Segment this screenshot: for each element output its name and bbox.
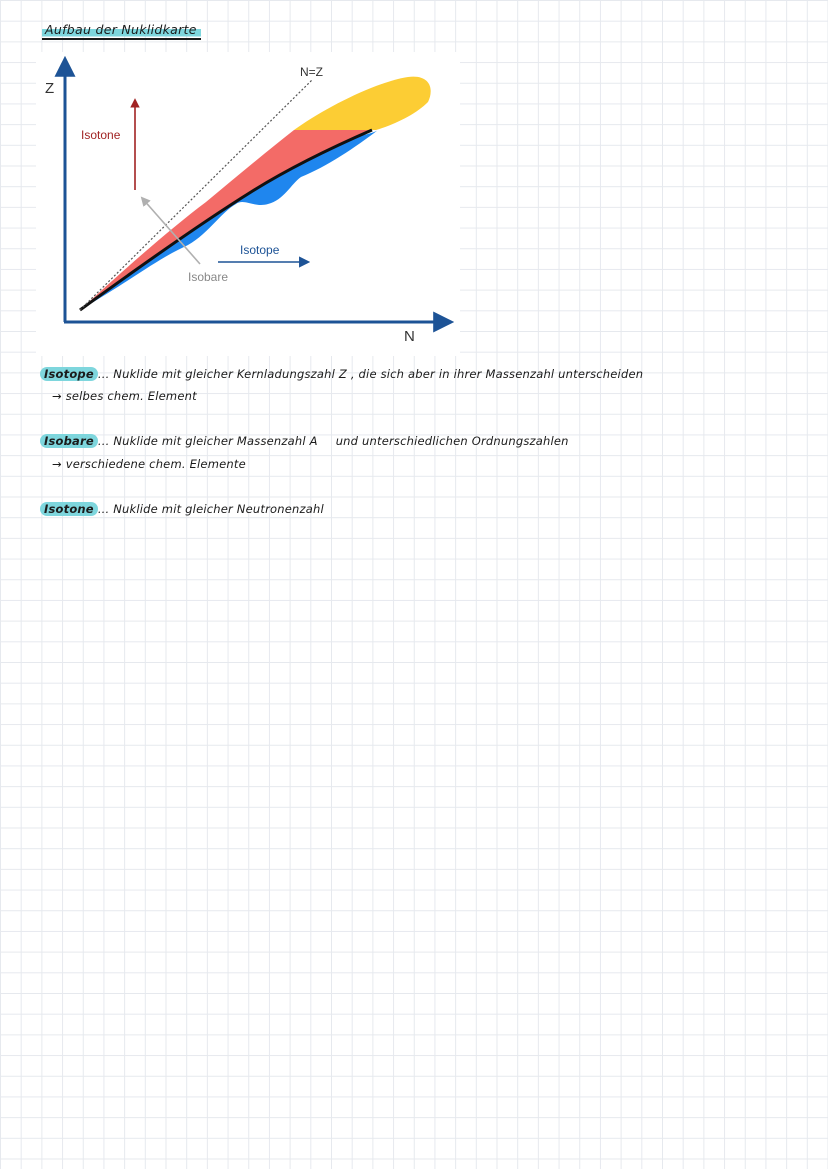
- n-equals-z-label: N=Z: [300, 65, 324, 79]
- z-axis-label: Z: [45, 80, 55, 97]
- isotone-term-highlight: Isotone: [40, 502, 98, 516]
- isobare-label: Isobare: [188, 270, 229, 284]
- isotone-definition: [40, 502, 324, 516]
- page-title: Aufbau der Nuklidkarte: [42, 22, 201, 40]
- blue-region: [80, 130, 378, 310]
- nuclide-chart-diagram: [36, 52, 460, 356]
- isotone-definition-text: ... Nuklide mit gleicher Neutronenzahl: [97, 502, 324, 516]
- isobare-definition-continued: und unterschiedlichen Ordnungszahlen: [335, 434, 569, 448]
- n-axis-label: N: [404, 328, 415, 345]
- isotope-sub-note: → selbes chem. Element: [52, 389, 197, 403]
- isotope-definition-text: ... Nuklide mit gleicher Kernladungszahl Z , die sich aber in ihrer Massenzahl unterscheiden: [97, 367, 644, 381]
- yellow-region: [294, 77, 431, 130]
- isotope-definition: [40, 367, 643, 381]
- isotope-label: Isotope: [240, 243, 280, 257]
- isobare-term-highlight: Isobare: [40, 434, 98, 448]
- isotone-label: Isotone: [81, 128, 121, 142]
- nuclide-chart-graphic: [36, 52, 460, 356]
- isobare-definition: [40, 434, 569, 448]
- isotope-term-highlight: Isotope: [40, 367, 98, 381]
- isobare-sub-note: → verschiedene chem. Elemente: [52, 457, 246, 471]
- isobare-definition-text: ... Nuklide mit gleicher Massenzahl A: [97, 434, 318, 448]
